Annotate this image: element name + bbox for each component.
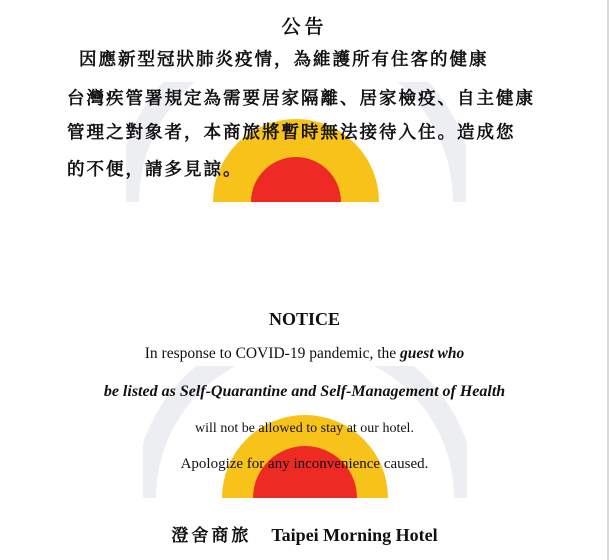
english-notice-line-1	[0, 346, 609, 362]
english-notice-title: NOTICE	[268, 309, 340, 329]
hotel-name-english: Taipei Morning Hotel	[271, 525, 438, 545]
chinese-notice-line-2: 台灣疾管署規定為需要居家隔離、居家檢疫、自主健康	[67, 89, 535, 109]
chinese-notice-line-4: 的不便，請多見諒。	[67, 160, 243, 180]
english-notice-line-3: will not be allowed to stay at our hotel.	[195, 421, 414, 436]
hotel-signature	[0, 526, 609, 545]
english-line-1-emphasis: guest who	[400, 345, 465, 362]
chinese-notice-line-1: 因應新型冠狀肺炎疫情，為維護所有住客的健康	[79, 50, 489, 70]
hotel-name-chinese: 澄舍商旅	[171, 526, 252, 546]
english-notice-line-4: Apologize for any inconvenience caused.	[180, 456, 429, 472]
english-line-1-plain: In response to COVID-19 pandemic, the	[144, 345, 401, 362]
chinese-notice-line-3: 管理之對象者，本商旅將暫時無法接待入住。造成您	[67, 123, 516, 143]
english-notice-line-2: be listed as Self-Quarantine and Self-Management of Health	[103, 383, 506, 400]
chinese-notice-title: 公告	[281, 16, 328, 38]
